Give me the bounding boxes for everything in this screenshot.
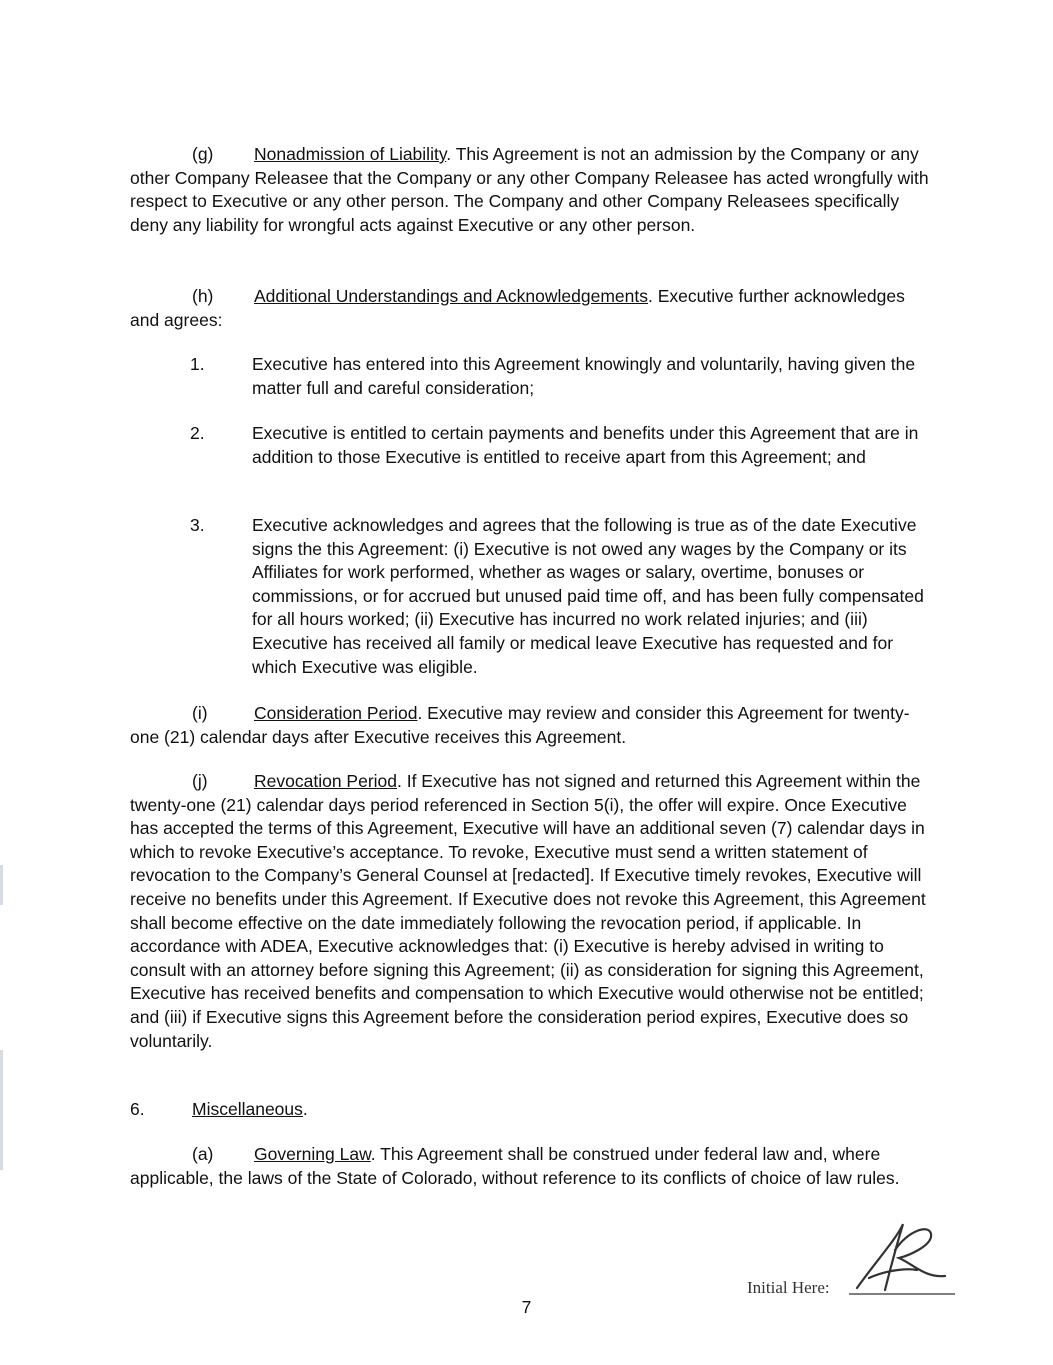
section-label: (i): [192, 703, 208, 723]
section-label: (j): [192, 771, 208, 791]
section-body: . If Executive has not signed and returned this Agreement within the twenty-one (21) calendar days period referenced in Section 5(i), the offer will expire. Once Executive has accepted the terms of this Agreement, Executive will have an additional seven (7) calendar days in which to revoke Executive’s acceptance. To revoke, Executive must send a written statement of revocation to the Company’s General Counsel at [redacted]. If Executive timely revokes, Executive will receive no benefits under this Agreement. If Executive does not revoke this Agreement, this Agreement shall become effective on the date immediately following the revocation period, if applicable. In accordance with ADEA, Executive acknowledges that: (i) Executive is hereby advised in writing to consult with an attorney before signing this Agreement; (ii) as consideration for signing this Agreement, Executive has received benefits and compensation to which Executive would otherwise not be entitled; and (iii) if Executive signs this Agreement before the consideration period expires, Executive does so voluntarily.: [130, 771, 926, 1051]
list-number: 1.: [190, 354, 205, 374]
scan-artifact: [0, 1050, 3, 1170]
list-text: Executive acknowledges and agrees that the following is true as of the date Executive signs the this Agreement: (i) Executive is not owed any wages by the Company or its Affiliates for work performed, whether as wages or salary, overtime, bonuses or commissions, or for accrued but unused paid time off, and has been fully compensated for all hours worked; (ii) Executive has incurred no work related injuries; and (iii) Executive has received all family or medical leave Executive has requested and for which Executive was eligible.: [252, 515, 924, 677]
list-number: 2.: [190, 423, 205, 443]
section-label: (h): [192, 286, 214, 306]
list-text: Executive is entitled to certain payments and benefits under this Agreement that are in addition to those Executive is entitled to receive apart from this Agreement; and: [252, 423, 919, 467]
section-heading: Governing Law: [254, 1144, 371, 1164]
section-body: . Executive further acknowledges and agrees:: [130, 286, 905, 330]
section-body: . Executive may review and consider this Agreement for twenty-one (21) calendar days after Executive receives this Agreement.: [130, 703, 910, 747]
section-h: [130, 285, 935, 332]
section-6: [130, 1098, 935, 1122]
page-number: 7: [521, 1297, 532, 1317]
list-item: [190, 514, 935, 679]
section-label: (a): [192, 1144, 214, 1164]
section-body: . This Agreement shall be construed under federal law and, where applicable, the laws of the State of Colorado, without reference to its conflicts of choice of law rules.: [130, 1144, 900, 1188]
signature-initials: [847, 1220, 957, 1300]
list-number: 3.: [190, 515, 205, 535]
section-a: [130, 1143, 935, 1190]
section-j: [130, 770, 935, 1053]
section-heading: Consideration Period: [254, 703, 418, 723]
section-g: [130, 143, 935, 237]
section-period: .: [302, 1099, 308, 1119]
initial-label: Initial Here:: [747, 1278, 830, 1297]
section-heading: Nonadmission of Liability: [254, 144, 447, 164]
section-number: 6.: [130, 1099, 145, 1119]
list-item: [190, 353, 935, 400]
section-heading: Miscellaneous: [192, 1099, 303, 1119]
section-heading: Additional Understandings and Acknowledgements: [254, 286, 649, 306]
scan-artifact: [0, 865, 3, 905]
section-label: (g): [192, 144, 214, 164]
list-item: [190, 422, 935, 469]
list-text: Executive has entered into this Agreement knowingly and voluntarily, having given the matter full and careful consideration;: [252, 354, 916, 398]
section-i: [130, 702, 935, 749]
section-heading: Revocation Period: [254, 771, 397, 791]
section-body: . This Agreement is not an admission by the Company or any other Company Releasee that the Company or any other Company Releasee has acted wrongfully with respect to Executive or any other person. The Company and other Company Releasees specifically deny any liability for wrongful acts against Executive or any other person.: [130, 144, 929, 235]
